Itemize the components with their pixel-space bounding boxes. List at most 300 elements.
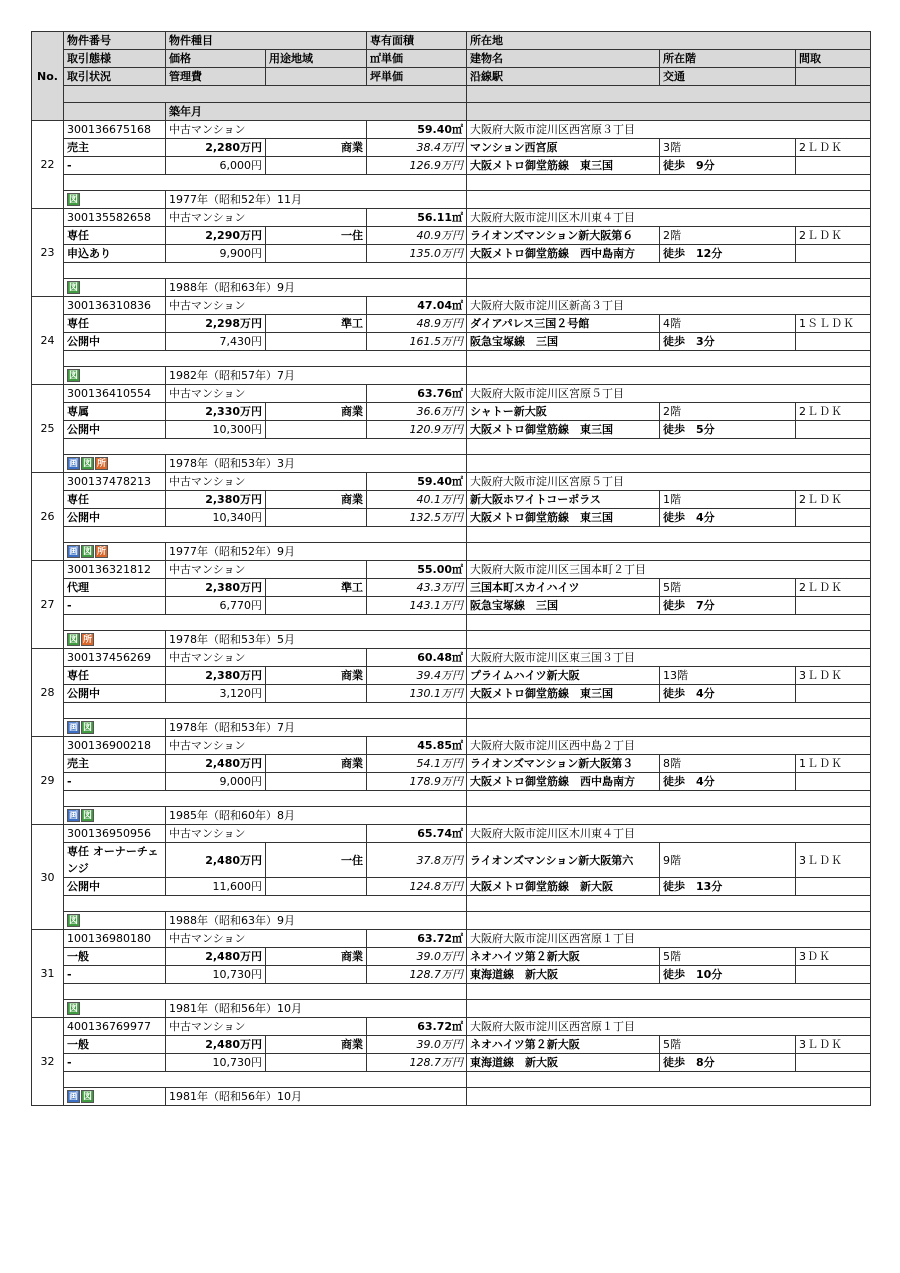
zoning: 一住 bbox=[266, 843, 367, 878]
header-blank bbox=[64, 86, 467, 103]
built-date: 1978年（昭和53年）3月 bbox=[166, 455, 467, 473]
header-location: 所在地 bbox=[467, 32, 871, 50]
line-station: 東海道線 新大阪 bbox=[467, 1054, 660, 1072]
document-icons bbox=[64, 543, 166, 561]
ownership-doc-icon[interactable]: 所 bbox=[82, 635, 92, 645]
zoning: 一住 bbox=[266, 227, 367, 245]
floor: 1階 bbox=[660, 491, 796, 509]
document-icons bbox=[64, 1000, 166, 1018]
access: 徒歩 5分 bbox=[660, 421, 796, 439]
built-date: 1978年（昭和53年）7月 bbox=[166, 719, 467, 737]
price: 2,480万円 bbox=[166, 755, 266, 773]
floor: 13階 bbox=[660, 667, 796, 685]
property-id: 100136980180 bbox=[64, 930, 166, 948]
sqm-price: 39.4万円 bbox=[367, 667, 467, 685]
zoning: 商業 bbox=[266, 1036, 367, 1054]
listing-row-26-spacer bbox=[32, 527, 871, 543]
listing-row-30-price bbox=[32, 843, 871, 878]
building-name: シャトー新大阪 bbox=[467, 403, 660, 421]
document-icons bbox=[64, 912, 166, 930]
floorplan-doc-icon[interactable]: 図 bbox=[68, 371, 78, 381]
header-access: 交通 bbox=[660, 68, 796, 86]
floorplan-doc-icon[interactable]: 図 bbox=[68, 1004, 78, 1014]
property-type: 中古マンション bbox=[166, 825, 367, 843]
sqm-price: 36.6万円 bbox=[367, 403, 467, 421]
blank-cell bbox=[467, 191, 871, 209]
management-fee: 11,600円 bbox=[166, 878, 266, 896]
listing-row-29-spacer bbox=[32, 791, 871, 807]
listing-number: 24 bbox=[32, 297, 64, 385]
built-date: 1982年（昭和57年）7月 bbox=[166, 367, 467, 385]
header-blank bbox=[266, 68, 367, 86]
tsubo-price: 132.5万円 bbox=[367, 509, 467, 527]
line-station: 大阪メトロ御堂筋線 東三国 bbox=[467, 509, 660, 527]
blank-cell bbox=[467, 263, 871, 279]
tsubo-price: 128.7万円 bbox=[367, 966, 467, 984]
layout: 2ＬＤＫ bbox=[796, 403, 871, 421]
listing-row-30-spacer bbox=[32, 896, 871, 912]
property-id: 300135582658 bbox=[64, 209, 166, 227]
management-fee: 6,770円 bbox=[166, 597, 266, 615]
property-type: 中古マンション bbox=[166, 385, 367, 403]
zoning: 商業 bbox=[266, 403, 367, 421]
blank-cell bbox=[266, 878, 367, 896]
building-name: プライムハイツ新大阪 bbox=[467, 667, 660, 685]
header-price: 価格 bbox=[166, 50, 266, 68]
deal-status: - bbox=[64, 773, 166, 791]
deal-status: - bbox=[64, 1054, 166, 1072]
document-icons bbox=[64, 807, 166, 825]
document-icons bbox=[64, 191, 166, 209]
blank-cell bbox=[64, 175, 467, 191]
zoning: 商業 bbox=[266, 755, 367, 773]
floorplan-doc-icon[interactable]: 図 bbox=[82, 723, 92, 733]
built-date: 1981年（昭和56年）10月 bbox=[166, 1000, 467, 1018]
floor: 5階 bbox=[660, 1036, 796, 1054]
sqm-price: 39.0万円 bbox=[367, 948, 467, 966]
tsubo-price: 161.5万円 bbox=[367, 333, 467, 351]
property-id: 400136769977 bbox=[64, 1018, 166, 1036]
access: 徒歩 8分 bbox=[660, 1054, 796, 1072]
document-icon-group bbox=[67, 545, 162, 558]
property-id: 300136950956 bbox=[64, 825, 166, 843]
blank-cell bbox=[266, 773, 367, 791]
deal-status: 申込あり bbox=[64, 245, 166, 263]
property-id: 300137456269 bbox=[64, 649, 166, 667]
blank-cell bbox=[467, 984, 871, 1000]
property-type: 中古マンション bbox=[166, 121, 367, 139]
blank-cell bbox=[64, 984, 467, 1000]
management-fee: 7,430円 bbox=[166, 333, 266, 351]
blank-cell bbox=[467, 367, 871, 385]
listing-number: 26 bbox=[32, 473, 64, 561]
listing-row-24-status bbox=[32, 333, 871, 351]
blank-cell bbox=[467, 896, 871, 912]
document-icon-group bbox=[67, 457, 162, 470]
document-icon-group bbox=[67, 369, 162, 382]
listing-row-25-built bbox=[32, 455, 871, 473]
access: 徒歩 4分 bbox=[660, 773, 796, 791]
deal-type: 代理 bbox=[64, 579, 166, 597]
listing-row-30 bbox=[32, 825, 871, 843]
deal-type: 専任 オーナーチェンジ bbox=[64, 843, 166, 878]
property-type: 中古マンション bbox=[166, 649, 367, 667]
line-station: 大阪メトロ御堂筋線 西中島南方 bbox=[467, 245, 660, 263]
floor-area: 63.76㎡ bbox=[367, 385, 467, 403]
property-id: 300137478213 bbox=[64, 473, 166, 491]
building-name: ライオンズマンション新大阪第六 bbox=[467, 843, 660, 878]
layout: 3ＬＤＫ bbox=[796, 843, 871, 878]
floor-area: 65.74㎡ bbox=[367, 825, 467, 843]
property-type: 中古マンション bbox=[166, 561, 367, 579]
price: 2,380万円 bbox=[166, 579, 266, 597]
access: 徒歩 9分 bbox=[660, 157, 796, 175]
document-icons bbox=[64, 719, 166, 737]
floor: 8階 bbox=[660, 755, 796, 773]
listing-row-32-built bbox=[32, 1088, 871, 1106]
floorplan-doc-icon[interactable]: 図 bbox=[68, 635, 78, 645]
address: 大阪府大阪市淀川区東三国３丁目 bbox=[467, 649, 871, 667]
document-icons bbox=[64, 1088, 166, 1106]
document-icon-group bbox=[67, 914, 162, 927]
property-type: 中古マンション bbox=[166, 297, 367, 315]
header-row-2 bbox=[32, 50, 871, 68]
listing-row-26 bbox=[32, 473, 871, 491]
blank-cell bbox=[64, 1072, 467, 1088]
address: 大阪府大阪市淀川区西宮原１丁目 bbox=[467, 930, 871, 948]
layout: 1ＬＤＫ bbox=[796, 755, 871, 773]
listing-row-26-price bbox=[32, 491, 871, 509]
blank-cell bbox=[64, 703, 467, 719]
building-name: ライオンズマンション新大阪第６ bbox=[467, 227, 660, 245]
listing-row-23-spacer bbox=[32, 263, 871, 279]
document-icon-group bbox=[67, 193, 162, 206]
price: 2,380万円 bbox=[166, 491, 266, 509]
listing-row-22-built bbox=[32, 191, 871, 209]
property-id: 300136675168 bbox=[64, 121, 166, 139]
header-blank bbox=[467, 103, 871, 121]
listing-table-body bbox=[32, 32, 871, 1106]
line-station: 大阪メトロ御堂筋線 東三国 bbox=[467, 685, 660, 703]
listing-row-27 bbox=[32, 561, 871, 579]
blank-cell bbox=[467, 543, 871, 561]
blank-cell bbox=[796, 773, 871, 791]
layout: 3ＤＫ bbox=[796, 948, 871, 966]
price: 2,280万円 bbox=[166, 139, 266, 157]
listing-row-23-price bbox=[32, 227, 871, 245]
blank-cell bbox=[266, 509, 367, 527]
management-fee: 10,730円 bbox=[166, 1054, 266, 1072]
blank-cell bbox=[796, 966, 871, 984]
deal-type: 専任 bbox=[64, 227, 166, 245]
header-deal-type: 取引態様 bbox=[64, 50, 166, 68]
blank-cell bbox=[467, 791, 871, 807]
blank-cell bbox=[467, 455, 871, 473]
sqm-price: 48.9万円 bbox=[367, 315, 467, 333]
sqm-price: 54.1万円 bbox=[367, 755, 467, 773]
address: 大阪府大阪市淀川区西宮原１丁目 bbox=[467, 1018, 871, 1036]
listing-number: 30 bbox=[32, 825, 64, 930]
floorplan-doc-icon[interactable]: 図 bbox=[82, 547, 92, 557]
floor-area: 63.72㎡ bbox=[367, 930, 467, 948]
listing-row-27-built bbox=[32, 631, 871, 649]
tsubo-price: 135.0万円 bbox=[367, 245, 467, 263]
listing-row-27-price bbox=[32, 579, 871, 597]
blank-cell bbox=[467, 279, 871, 297]
management-fee: 6,000円 bbox=[166, 157, 266, 175]
listing-row-24-price bbox=[32, 315, 871, 333]
listing-row-23-status bbox=[32, 245, 871, 263]
listing-row-29-price bbox=[32, 755, 871, 773]
floor: 9階 bbox=[660, 843, 796, 878]
ownership-doc-icon[interactable]: 所 bbox=[96, 459, 106, 469]
listing-number: 32 bbox=[32, 1018, 64, 1106]
header-floor: 所在階 bbox=[660, 50, 796, 68]
header-blank bbox=[64, 103, 166, 121]
line-station: 大阪メトロ御堂筋線 新大阪 bbox=[467, 878, 660, 896]
blank-cell bbox=[467, 175, 871, 191]
deal-status: 公開中 bbox=[64, 421, 166, 439]
blank-cell bbox=[796, 1054, 871, 1072]
blank-cell bbox=[266, 245, 367, 263]
blank-cell bbox=[467, 439, 871, 455]
listing-row-27-spacer bbox=[32, 615, 871, 631]
photo-doc-icon[interactable]: 画 bbox=[68, 811, 78, 821]
listing-number: 23 bbox=[32, 209, 64, 297]
management-fee: 9,900円 bbox=[166, 245, 266, 263]
price: 2,330万円 bbox=[166, 403, 266, 421]
photo-doc-icon[interactable]: 画 bbox=[68, 547, 78, 557]
floor: 4階 bbox=[660, 315, 796, 333]
building-name: ライオンズマンション新大阪第３ bbox=[467, 755, 660, 773]
building-name: 新大阪ホワイトコーポラス bbox=[467, 491, 660, 509]
sqm-price: 40.9万円 bbox=[367, 227, 467, 245]
blank-cell bbox=[796, 157, 871, 175]
listing-row-25 bbox=[32, 385, 871, 403]
listing-number: 31 bbox=[32, 930, 64, 1018]
management-fee: 9,000円 bbox=[166, 773, 266, 791]
listing-row-32 bbox=[32, 1018, 871, 1036]
listing-row-23 bbox=[32, 209, 871, 227]
management-fee: 10,730円 bbox=[166, 966, 266, 984]
floorplan-doc-icon[interactable]: 図 bbox=[82, 459, 92, 469]
blank-cell bbox=[64, 263, 467, 279]
blank-cell bbox=[467, 1088, 871, 1106]
header-row-5 bbox=[32, 103, 871, 121]
listing-row-29-built bbox=[32, 807, 871, 825]
floorplan-doc-icon[interactable]: 図 bbox=[82, 811, 92, 821]
building-name: ネオハイツ第２新大阪 bbox=[467, 1036, 660, 1054]
access: 徒歩 12分 bbox=[660, 245, 796, 263]
listing-row-32-price bbox=[32, 1036, 871, 1054]
blank-cell bbox=[467, 351, 871, 367]
document-icons bbox=[64, 631, 166, 649]
blank-cell bbox=[266, 157, 367, 175]
floor-area: 63.72㎡ bbox=[367, 1018, 467, 1036]
line-station: 阪急宝塚線 三国 bbox=[467, 333, 660, 351]
deal-type: 専任 bbox=[64, 315, 166, 333]
floorplan-doc-icon[interactable]: 図 bbox=[68, 916, 78, 926]
access: 徒歩 7分 bbox=[660, 597, 796, 615]
floor-area: 55.00㎡ bbox=[367, 561, 467, 579]
deal-status: 公開中 bbox=[64, 509, 166, 527]
sqm-price: 40.1万円 bbox=[367, 491, 467, 509]
management-fee: 10,340円 bbox=[166, 509, 266, 527]
listing-number: 22 bbox=[32, 121, 64, 209]
blank-cell bbox=[467, 631, 871, 649]
zoning: 商業 bbox=[266, 948, 367, 966]
blank-cell bbox=[266, 421, 367, 439]
management-fee: 10,300円 bbox=[166, 421, 266, 439]
ownership-doc-icon[interactable]: 所 bbox=[96, 547, 106, 557]
blank-cell bbox=[64, 615, 467, 631]
listing-number: 27 bbox=[32, 561, 64, 649]
listing-number: 29 bbox=[32, 737, 64, 825]
listing-row-24-built bbox=[32, 367, 871, 385]
built-date: 1977年（昭和52年）11月 bbox=[166, 191, 467, 209]
zoning: 商業 bbox=[266, 491, 367, 509]
floorplan-doc-icon[interactable]: 図 bbox=[68, 195, 78, 205]
header-zoning: 用途地域 bbox=[266, 50, 367, 68]
photo-doc-icon[interactable]: 画 bbox=[68, 1092, 78, 1102]
property-type: 中古マンション bbox=[166, 930, 367, 948]
built-date: 1978年（昭和53年）5月 bbox=[166, 631, 467, 649]
floor: 2階 bbox=[660, 403, 796, 421]
price: 2,380万円 bbox=[166, 667, 266, 685]
listing-row-28-spacer bbox=[32, 703, 871, 719]
address: 大阪府大阪市淀川区三国本町２丁目 bbox=[467, 561, 871, 579]
deal-type: 売主 bbox=[64, 139, 166, 157]
tsubo-price: 126.9万円 bbox=[367, 157, 467, 175]
zoning: 商業 bbox=[266, 139, 367, 157]
blank-cell bbox=[64, 351, 467, 367]
blank-cell bbox=[796, 333, 871, 351]
header-row-1 bbox=[32, 32, 871, 50]
document-icon-group bbox=[67, 1090, 162, 1103]
blank-cell bbox=[266, 1054, 367, 1072]
listing-row-32-status bbox=[32, 1054, 871, 1072]
floor-area: 59.40㎡ bbox=[367, 121, 467, 139]
management-fee: 3,120円 bbox=[166, 685, 266, 703]
blank-cell bbox=[796, 878, 871, 896]
listing-row-22-status bbox=[32, 157, 871, 175]
blank-cell bbox=[64, 896, 467, 912]
layout: 3ＬＤＫ bbox=[796, 1036, 871, 1054]
document-icon-group bbox=[67, 633, 162, 646]
tsubo-price: 178.9万円 bbox=[367, 773, 467, 791]
listing-row-24-spacer bbox=[32, 351, 871, 367]
listing-row-31 bbox=[32, 930, 871, 948]
document-icons bbox=[64, 279, 166, 297]
access: 徒歩 4分 bbox=[660, 509, 796, 527]
layout: 1ＳＬＤＫ bbox=[796, 315, 871, 333]
blank-cell bbox=[467, 1000, 871, 1018]
deal-status: 公開中 bbox=[64, 685, 166, 703]
floor-area: 45.85㎡ bbox=[367, 737, 467, 755]
document-icon-group bbox=[67, 1002, 162, 1015]
photo-doc-icon[interactable]: 画 bbox=[68, 459, 78, 469]
listing-row-26-status bbox=[32, 509, 871, 527]
zoning: 準工 bbox=[266, 315, 367, 333]
listing-row-22-spacer bbox=[32, 175, 871, 191]
tsubo-price: 128.7万円 bbox=[367, 1054, 467, 1072]
line-station: 阪急宝塚線 三国 bbox=[467, 597, 660, 615]
floor: 5階 bbox=[660, 579, 796, 597]
listing-row-28-built bbox=[32, 719, 871, 737]
blank-cell bbox=[467, 1072, 871, 1088]
address: 大阪府大阪市淀川区西宮原３丁目 bbox=[467, 121, 871, 139]
access: 徒歩 4分 bbox=[660, 685, 796, 703]
header-layout: 間取 bbox=[796, 50, 871, 68]
header-row-4 bbox=[32, 86, 871, 103]
header-tsubo-price: 坪単価 bbox=[367, 68, 467, 86]
blank-cell bbox=[467, 615, 871, 631]
blank-cell bbox=[467, 527, 871, 543]
blank-cell bbox=[796, 509, 871, 527]
header-built-date: 築年月 bbox=[166, 103, 467, 121]
blank-cell bbox=[796, 421, 871, 439]
property-type: 中古マンション bbox=[166, 737, 367, 755]
header-management-fee: 管理費 bbox=[166, 68, 266, 86]
blank-cell bbox=[796, 597, 871, 615]
line-station: 東海道線 新大阪 bbox=[467, 966, 660, 984]
listing-row-29-status bbox=[32, 773, 871, 791]
access: 徒歩 13分 bbox=[660, 878, 796, 896]
listing-table bbox=[31, 31, 871, 1106]
tsubo-price: 130.1万円 bbox=[367, 685, 467, 703]
deal-status: 公開中 bbox=[64, 333, 166, 351]
listing-number: 28 bbox=[32, 649, 64, 737]
access: 徒歩 3分 bbox=[660, 333, 796, 351]
header-blank bbox=[467, 86, 871, 103]
built-date: 1985年（昭和60年）8月 bbox=[166, 807, 467, 825]
listing-row-28-status bbox=[32, 685, 871, 703]
floorplan-doc-icon[interactable]: 図 bbox=[82, 1092, 92, 1102]
blank-cell bbox=[64, 439, 467, 455]
blank-cell bbox=[796, 245, 871, 263]
layout: 3ＬＤＫ bbox=[796, 667, 871, 685]
listing-row-30-built bbox=[32, 912, 871, 930]
deal-status: - bbox=[64, 597, 166, 615]
header-blank bbox=[796, 68, 871, 86]
tsubo-price: 124.8万円 bbox=[367, 878, 467, 896]
floor-area: 47.04㎡ bbox=[367, 297, 467, 315]
blank-cell bbox=[467, 912, 871, 930]
photo-doc-icon[interactable]: 画 bbox=[68, 723, 78, 733]
sqm-price: 39.0万円 bbox=[367, 1036, 467, 1054]
header-sqm-price: ㎡単価 bbox=[367, 50, 467, 68]
listing-row-28-price bbox=[32, 667, 871, 685]
price: 2,290万円 bbox=[166, 227, 266, 245]
price: 2,480万円 bbox=[166, 1036, 266, 1054]
header-floor-area: 専有面積 bbox=[367, 32, 467, 50]
header-no: No. bbox=[32, 32, 64, 121]
property-type: 中古マンション bbox=[166, 473, 367, 491]
blank-cell bbox=[64, 527, 467, 543]
zoning: 準工 bbox=[266, 579, 367, 597]
deal-type: 専任 bbox=[64, 667, 166, 685]
header-property-id: 物件番号 bbox=[64, 32, 166, 50]
built-date: 1988年（昭和63年）9月 bbox=[166, 279, 467, 297]
property-id: 300136410554 bbox=[64, 385, 166, 403]
built-date: 1977年（昭和52年）9月 bbox=[166, 543, 467, 561]
floorplan-doc-icon[interactable]: 図 bbox=[68, 283, 78, 293]
address: 大阪府大阪市淀川区木川東４丁目 bbox=[467, 209, 871, 227]
listing-row-22-price bbox=[32, 139, 871, 157]
sqm-price: 43.3万円 bbox=[367, 579, 467, 597]
blank-cell bbox=[266, 333, 367, 351]
listing-row-22 bbox=[32, 121, 871, 139]
